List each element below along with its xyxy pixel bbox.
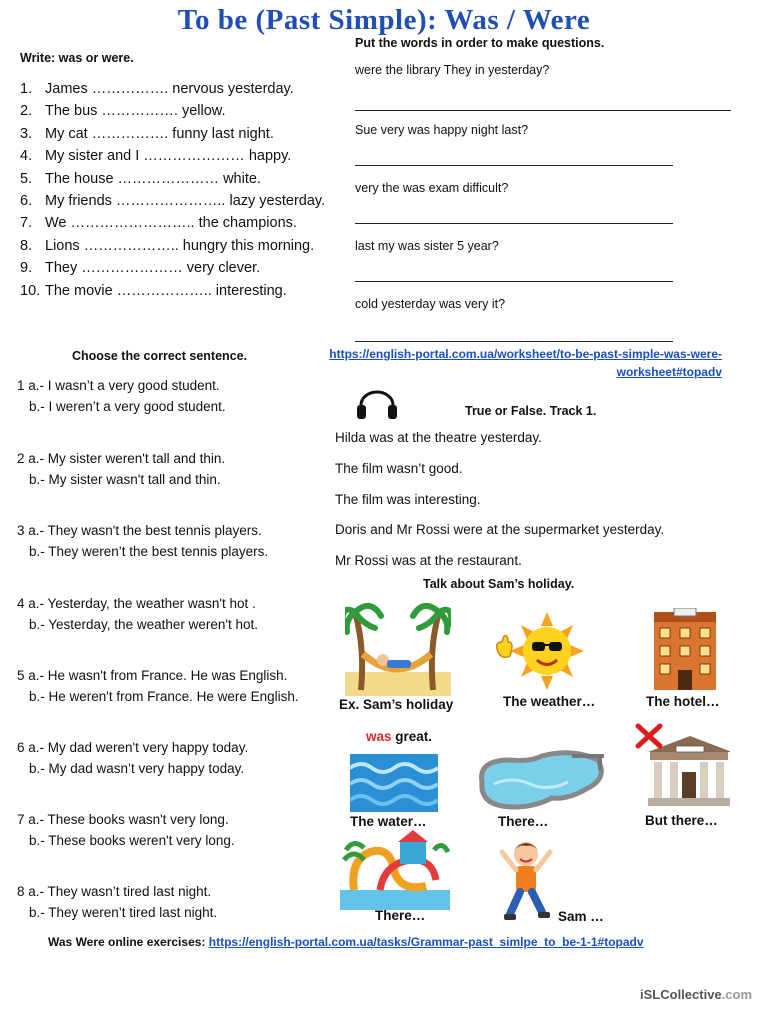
footer-line xyxy=(48,935,644,949)
fill-list xyxy=(20,78,325,302)
answer-line[interactable] xyxy=(355,223,673,224)
choice-pair xyxy=(17,665,299,707)
fill-item xyxy=(20,257,325,279)
example-label: Ex. Sam’s holiday xyxy=(339,697,454,712)
answer-line[interactable] xyxy=(355,110,731,111)
pool-picture xyxy=(472,748,612,819)
fill-item-text: My friends ………………….. lazy yesterday. xyxy=(45,192,326,209)
fill-item-number: 10. xyxy=(20,282,41,299)
fill-item-text: Lions ……………….. hungry this morning. xyxy=(45,237,315,254)
answer-line[interactable] xyxy=(355,341,673,342)
fill-item xyxy=(20,280,325,302)
true-false-statement: Doris and Mr Rossi were at the supermarket yesterday. xyxy=(335,522,665,537)
fill-item xyxy=(20,100,325,122)
choice-pair xyxy=(17,737,248,779)
true-false-statement: Mr Rossi was at the restaurant. xyxy=(335,553,522,568)
choice-option-a[interactable]: 8 a.- They wasn’t tired last night. xyxy=(17,884,212,899)
fill-item-text: They ………………… very clever. xyxy=(45,260,261,277)
fill-item-number: 9. xyxy=(20,260,33,277)
worksheet-link-line2: worksheet#topadv xyxy=(616,365,722,379)
choice-option-a[interactable]: 7 a.- These books wasn't very long. xyxy=(17,812,229,827)
footer-label: Was Were online exercises: xyxy=(48,935,209,949)
true-false-statement: The film wasn’t good. xyxy=(335,461,463,476)
fill-item xyxy=(20,190,325,212)
fill-item-number: 8. xyxy=(20,237,33,254)
choice-option-b[interactable]: b.- My dad wasn’t very happy today. xyxy=(29,761,245,776)
holiday-heading: Talk about Sam’s holiday. xyxy=(423,577,575,591)
hotel-label: The hotel… xyxy=(646,694,720,709)
choice-option-b[interactable]: b.- They weren’t tired last night. xyxy=(29,905,218,920)
museum-picture xyxy=(634,722,730,813)
great-word: great. xyxy=(391,729,433,744)
brand-domain: .com xyxy=(721,987,752,1002)
brand-watermark xyxy=(640,987,752,1002)
choice-option-a[interactable]: 6 a.- My dad weren't very happy today. xyxy=(17,740,249,755)
true-false-statement: Hilda was at the theatre yesterday. xyxy=(335,430,542,445)
fill-item xyxy=(20,168,325,190)
fill-item-number: 4. xyxy=(20,148,33,165)
fill-item-text: James ……………. nervous yesterday. xyxy=(45,81,294,97)
fill-item xyxy=(20,145,325,167)
fill-item-number: 5. xyxy=(20,170,33,187)
fill-item xyxy=(20,235,325,257)
water-label: The water… xyxy=(350,814,427,829)
hotel-picture xyxy=(650,608,720,697)
order-question: Sue very was happy night last? xyxy=(355,123,529,137)
choice-option-b[interactable]: b.- He weren't from France. He were English. xyxy=(29,689,299,704)
choice-pair xyxy=(17,520,268,562)
choice-option-a[interactable]: 4 a.- Yesterday, the weather wasn't hot . xyxy=(17,596,256,611)
order-heading: Put the words in order to make questions. xyxy=(355,36,605,50)
museum-label: But there… xyxy=(645,813,718,828)
true-false-statement: The film was interesting. xyxy=(335,492,481,507)
example-answer xyxy=(366,729,432,744)
pool-label: There… xyxy=(498,814,549,829)
fill-item-number: 6. xyxy=(20,192,33,209)
brand-name: iSLCollective xyxy=(640,987,722,1002)
choice-pair xyxy=(17,593,258,635)
choice-option-a[interactable]: 2 a.- My sister weren't tall and thin. xyxy=(17,451,226,466)
choice-option-b[interactable]: b.- My sister wasn't tall and thin. xyxy=(29,472,221,487)
fill-item-number: 2. xyxy=(20,103,33,120)
choice-option-b[interactable]: b.- These books weren't very long. xyxy=(29,833,235,848)
choice-pair xyxy=(17,375,226,417)
was-word: was xyxy=(366,729,392,744)
choice-option-a[interactable]: 3 a.- They wasn't the best tennis players. xyxy=(17,523,262,538)
order-question: last my was sister 5 year? xyxy=(355,239,499,253)
fill-item-text: My cat ……………. funny last night. xyxy=(45,125,274,142)
fill-item xyxy=(20,212,325,234)
worksheet-link[interactable] xyxy=(329,347,722,379)
online-exercises-link[interactable]: https://english-portal.com.ua/tasks/Grammar-past_simlpe_to_be-1-1#topadv xyxy=(208,935,644,949)
fill-item-number: 7. xyxy=(20,215,33,232)
write-heading: Write: was or were. xyxy=(20,51,134,65)
answer-line[interactable] xyxy=(355,165,673,166)
beach-hammock-picture xyxy=(345,598,451,701)
fill-item-text: The movie ……………….. interesting. xyxy=(45,282,287,299)
fill-item-text: The house ………………… white. xyxy=(45,170,261,187)
answer-line[interactable] xyxy=(355,281,673,282)
order-question: cold yesterday was very it? xyxy=(355,297,506,311)
order-question: very the was exam difficult? xyxy=(355,181,509,195)
sam-picture xyxy=(498,836,554,933)
choice-pair xyxy=(17,448,225,490)
choice-pair xyxy=(17,809,235,851)
weather-label: The weather… xyxy=(503,694,596,709)
fill-item-text: My sister and I ………………… happy. xyxy=(45,148,292,165)
fill-item-text: The bus ……………. yellow. xyxy=(45,103,226,120)
fill-item xyxy=(20,123,325,145)
true-false-heading: True or False. Track 1. xyxy=(465,404,597,418)
choice-pair xyxy=(17,881,217,923)
fill-item-text: We …………………….. the champions. xyxy=(45,215,297,232)
choice-option-a[interactable]: 5 a.- He wasn't from France. He was English. xyxy=(17,668,288,683)
fill-item xyxy=(20,78,325,100)
fill-item-number: 1. xyxy=(20,81,33,97)
headphones-icon xyxy=(355,390,399,425)
sun-picture xyxy=(492,612,592,695)
choice-option-b[interactable]: b.- Yesterday, the weather weren't hot. xyxy=(29,617,258,632)
waterpark-label: There… xyxy=(375,908,426,923)
fill-item-number: 3. xyxy=(20,125,33,142)
choice-option-b[interactable]: b.- They weren’t the best tennis players. xyxy=(29,544,269,559)
choice-option-a[interactable]: 1 a.- I wasn’t a very good student. xyxy=(17,378,220,393)
choice-option-b[interactable]: b.- I weren’t a very good student. xyxy=(29,399,226,414)
sam-label: Sam … xyxy=(558,909,604,924)
page-title: To be (Past Simple): Was / Were xyxy=(177,4,591,36)
sea-water-picture xyxy=(350,754,438,817)
choose-heading: Choose the correct sentence. xyxy=(72,349,248,363)
waterpark-picture xyxy=(340,830,450,915)
worksheet-link-line1: https://english-portal.com.ua/worksheet/to-be-past-simple-was-were- xyxy=(329,347,722,361)
order-question: were the library They in yesterday? xyxy=(355,63,550,77)
